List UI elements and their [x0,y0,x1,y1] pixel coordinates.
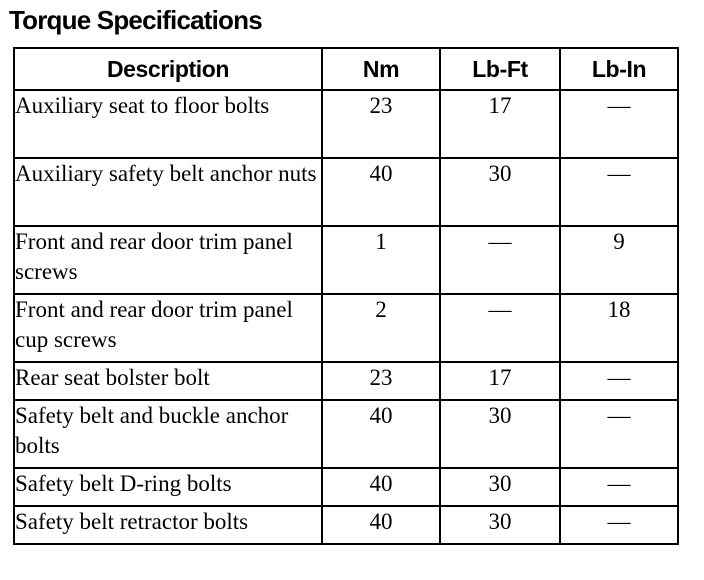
cell-lb-in: — [560,90,678,158]
page-title: Torque Specifications [9,5,262,35]
cell-lb-ft: — [440,226,560,294]
cell-nm: 1 [322,226,440,294]
cell-description: Safety belt and buckle anchor bolts [14,400,322,468]
cell-nm: 40 [322,506,440,544]
cell-description: Safety belt retractor bolts [14,506,322,544]
column-header-description: Description [14,48,322,90]
table-row [14,158,678,226]
cell-description: Auxiliary seat to floor bolts [14,90,322,158]
cell-lb-ft: — [440,294,560,362]
table-header-row [14,48,678,90]
cell-description: Safety belt D-ring bolts [14,468,322,506]
column-header-lb-ft: Lb-Ft [440,48,560,90]
table-row [14,400,678,468]
cell-lb-in: — [560,362,678,400]
table-row [14,294,678,362]
column-header-lb-in: Lb-In [560,48,678,90]
table-row [14,468,678,506]
cell-lb-ft: 17 [440,90,560,158]
cell-nm: 23 [322,362,440,400]
table-row [14,362,678,400]
cell-lb-in: — [560,468,678,506]
cell-lb-ft: 30 [440,158,560,226]
cell-description: Front and rear door trim panel cup screws [14,294,322,362]
cell-description: Rear seat bolster bolt [14,362,322,400]
cell-lb-ft: 17 [440,362,560,400]
cell-nm: 23 [322,90,440,158]
cell-nm: 40 [322,158,440,226]
column-header-nm: Nm [322,48,440,90]
cell-description: Front and rear door trim panel screws [14,226,322,294]
table-row [14,90,678,158]
cell-lb-ft: 30 [440,400,560,468]
cell-nm: 40 [322,400,440,468]
cell-nm: 40 [322,468,440,506]
cell-lb-ft: 30 [440,506,560,544]
torque-spec-table [13,47,679,545]
cell-description: Auxiliary safety belt anchor nuts [14,158,322,226]
cell-nm: 2 [322,294,440,362]
table-row [14,506,678,544]
table-row [14,226,678,294]
cell-lb-ft: 30 [440,468,560,506]
cell-lb-in: — [560,506,678,544]
cell-lb-in: — [560,400,678,468]
cell-lb-in: — [560,158,678,226]
cell-lb-in: 9 [560,226,678,294]
cell-lb-in: 18 [560,294,678,362]
